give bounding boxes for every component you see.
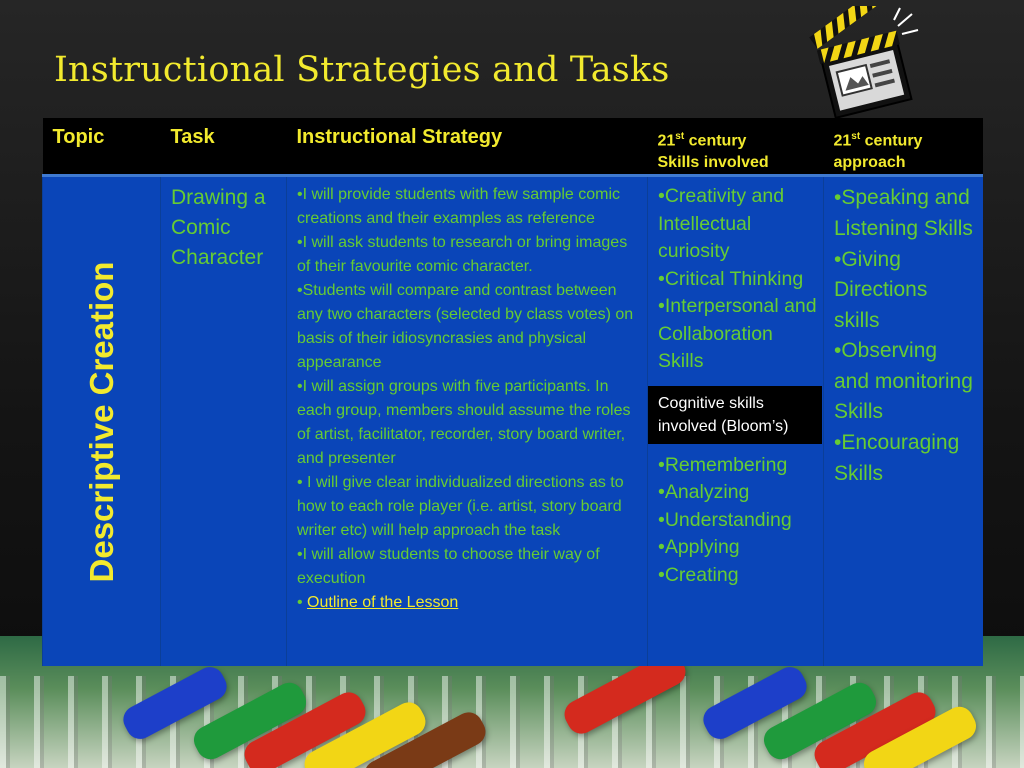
strategy-item-outline [297, 591, 641, 615]
header-skills-line2: Skills involved [657, 154, 769, 172]
strategy-item: •I will assign groups with five participants. In each group, members should assume the roles of artist, facilitator, recorder, story board writer, and presenter [297, 378, 631, 468]
header-approach-rest: century [860, 132, 923, 150]
table-row [43, 176, 983, 666]
header-skills-num: 21 [657, 132, 676, 150]
cognitive-list [648, 452, 823, 590]
strategy-item: •I will allow students to choose their way of execution [297, 546, 600, 588]
strategy-table [42, 118, 983, 666]
clapperboard-icon [802, 6, 922, 118]
approach-cell [824, 176, 983, 666]
skills-cell [648, 176, 824, 666]
outline-lesson-link[interactable]: Outline of the Lesson [307, 594, 459, 612]
outline-bullet: • [297, 594, 308, 612]
strategy-item: •I will provide students with few sample comic creations and their examples as reference [297, 186, 621, 228]
header-approach-line2: approach [833, 154, 906, 172]
approach-item: •Speaking and Listening Skills [834, 186, 973, 240]
header-task: Task [161, 118, 287, 176]
cognitive-item: •Analyzing [658, 481, 750, 504]
topic-cell [43, 176, 161, 666]
cognitive-item: •Creating [658, 563, 739, 586]
cognitive-item: •Remembering [658, 453, 788, 476]
skill-item: •Interpersonal and Collaboration Skills [658, 295, 817, 373]
strategy-item: •I will ask students to research or bring images of their favourite comic character. [297, 234, 628, 276]
strategy-cell [287, 176, 648, 666]
task-cell [161, 176, 287, 666]
strategy-list [287, 177, 647, 615]
cognitive-item: •Understanding [658, 508, 792, 531]
header-skills [648, 118, 824, 176]
strategy-item: • I will give clear individualized directions as to how to each role player (i.e. artist, story board writer etc) will help approach the task [297, 474, 624, 540]
approach-list [824, 177, 983, 489]
strategy-item: •Students will compare and contrast between any two characters (selected by class votes) on basis of their idiosyncrasies and physical appearance [297, 282, 634, 372]
header-approach [824, 118, 983, 176]
skill-item: •Creativity and Intellectual curiosity [658, 185, 785, 263]
header-approach-num: 21 [833, 132, 852, 150]
task-label: Drawing a Comic Character [171, 186, 266, 270]
header-skills-sup: st [675, 131, 685, 142]
header-skills-rest: century [684, 132, 747, 150]
topic-label: Descriptive Creation [82, 261, 120, 583]
approach-item: •Giving Directions skills [834, 247, 928, 332]
header-approach-sup: st [851, 131, 861, 142]
skill-item: •Critical Thinking [658, 267, 804, 290]
table-header-row [43, 118, 983, 176]
slide-title: Instructional Strategies and Tasks [54, 50, 670, 90]
cognitive-item: •Applying [658, 536, 740, 559]
approach-item: •Observing and monitoring Skills [834, 339, 973, 424]
skills-list [648, 177, 823, 376]
bloom-label: Cognitive skills involved (Bloom’s) [648, 386, 822, 444]
header-strategy: Instructional Strategy [287, 118, 648, 176]
approach-item: •Encouraging Skills [834, 431, 960, 485]
header-topic: Topic [43, 118, 161, 176]
